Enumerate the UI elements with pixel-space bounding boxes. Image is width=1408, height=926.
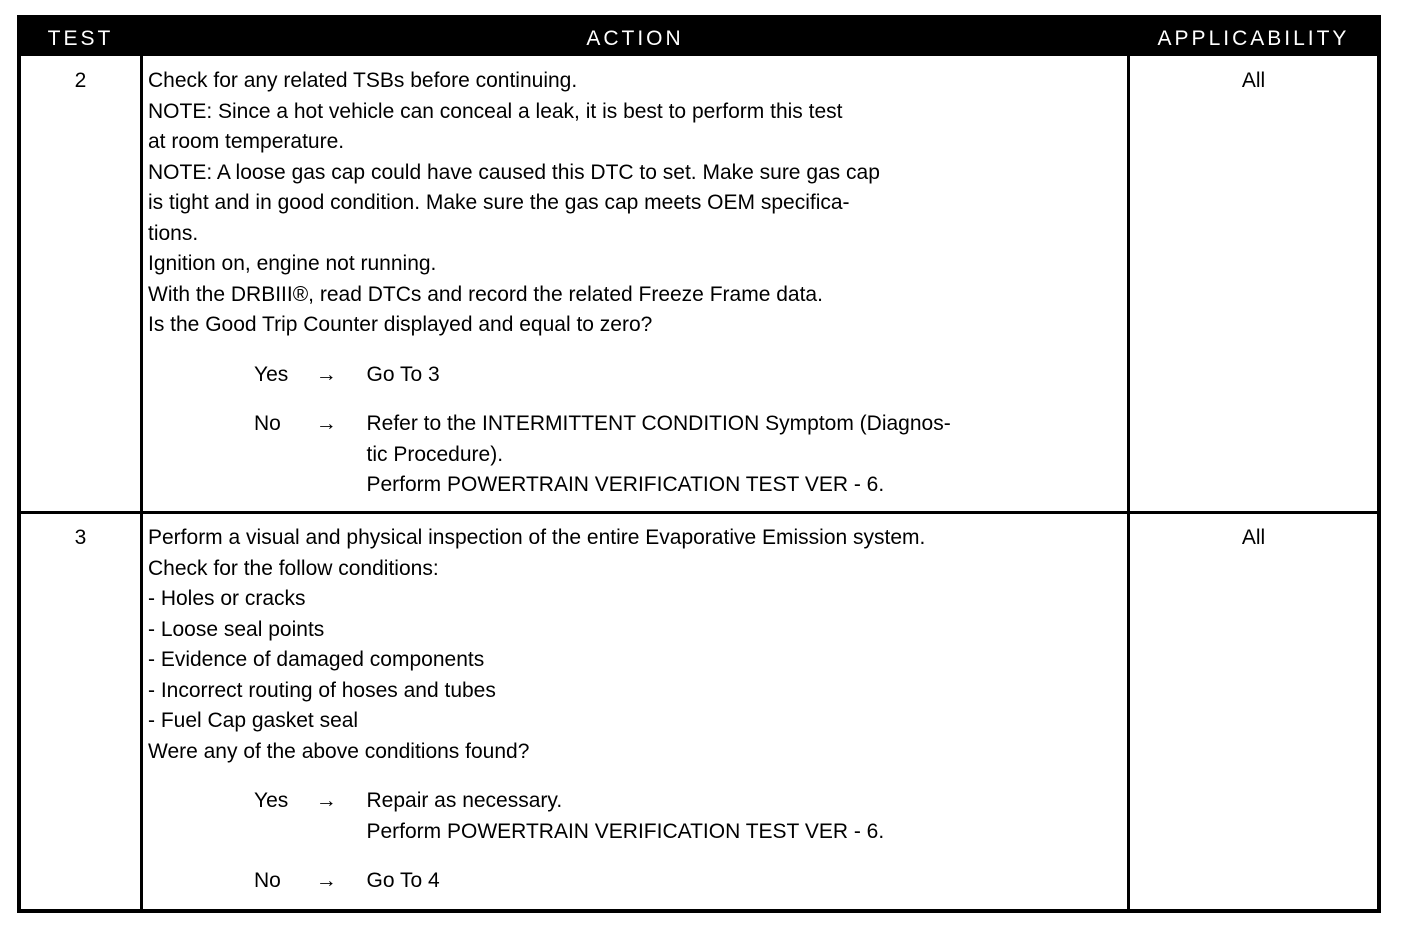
action-line: Is the Good Trip Counter displayed and equal to zero? [148, 313, 653, 336]
answer-result [366, 786, 1123, 847]
result-line: Go To 4 [366, 869, 440, 892]
answer-no [254, 409, 1123, 501]
diagnostic-table [17, 15, 1381, 913]
right-arrow-icon: → [315, 789, 337, 812]
action-line: Were any of the above conditions found? [148, 739, 530, 763]
answer-yes [254, 360, 1123, 391]
answer-result [366, 866, 1123, 897]
column-divider [1127, 56, 1130, 913]
result-line: Perform POWERTRAIN VERIFICATION TEST VER - 6. [366, 819, 885, 843]
header-test: TEST [47, 27, 114, 50]
answer-label: Yes [254, 789, 289, 812]
test-number: 2 [74, 69, 87, 92]
action-line: at room temperature. [148, 130, 345, 153]
action-text [148, 66, 1123, 520]
result-line: tic Procedure). [366, 442, 504, 466]
action-line: - Loose seal points [148, 617, 325, 641]
answer-label: No [254, 412, 281, 435]
answer-no [254, 866, 1123, 897]
action-line: - Incorrect routing of hoses and tubes [148, 678, 496, 702]
applicability-value: All [1241, 69, 1266, 92]
answer-label: No [254, 869, 281, 892]
answer-list [254, 360, 1123, 501]
action-line: NOTE: A loose gas cap could have caused this DTC to set. Make sure gas cap [148, 160, 880, 184]
action-line: - Fuel Cap gasket seal [148, 709, 359, 732]
header-applicability: APPLICABILITY [1157, 27, 1350, 50]
result-line: Refer to the INTERMITTENT CONDITION Symptom (Diagnos- [366, 412, 951, 435]
applicability-value: All [1241, 526, 1266, 549]
test-number: 3 [74, 526, 87, 549]
answer-list [254, 786, 1123, 897]
table-header [21, 19, 1377, 56]
action-line: Check for any related TSBs before continuing. [148, 69, 578, 92]
action-line: tions. [148, 221, 199, 245]
result-line: Perform POWERTRAIN VERIFICATION TEST VER - 6. [366, 473, 885, 496]
action-line: With the DRBIII®, read DTCs and record the related Freeze Frame data. [148, 282, 823, 306]
action-line: NOTE: Since a hot vehicle can conceal a leak, it is best to perform this test [148, 99, 843, 123]
action-line: - Holes or cracks [148, 587, 306, 610]
answer-result [366, 360, 1123, 391]
right-arrow-icon: → [315, 362, 337, 386]
action-line: Check for the follow conditions: [148, 556, 439, 580]
action-line: Perform a visual and physical inspection of the entire Evaporative Emission system. [148, 526, 926, 549]
action-line: is tight and in good condition. Make sure the gas cap meets OEM specifica- [148, 191, 850, 214]
right-arrow-icon: → [315, 869, 337, 892]
column-divider [140, 56, 143, 913]
action-line: Ignition on, engine not running. [148, 252, 437, 275]
result-line: Repair as necessary. [366, 789, 563, 812]
answer-yes [254, 786, 1123, 847]
answer-result [366, 409, 1123, 501]
answer-label: Yes [254, 362, 289, 386]
right-arrow-icon: → [315, 412, 337, 435]
header-action: ACTION [586, 27, 684, 50]
action-line: - Evidence of damaged components [148, 648, 485, 671]
result-line: Go To 3 [366, 362, 440, 386]
action-text [148, 523, 1123, 916]
